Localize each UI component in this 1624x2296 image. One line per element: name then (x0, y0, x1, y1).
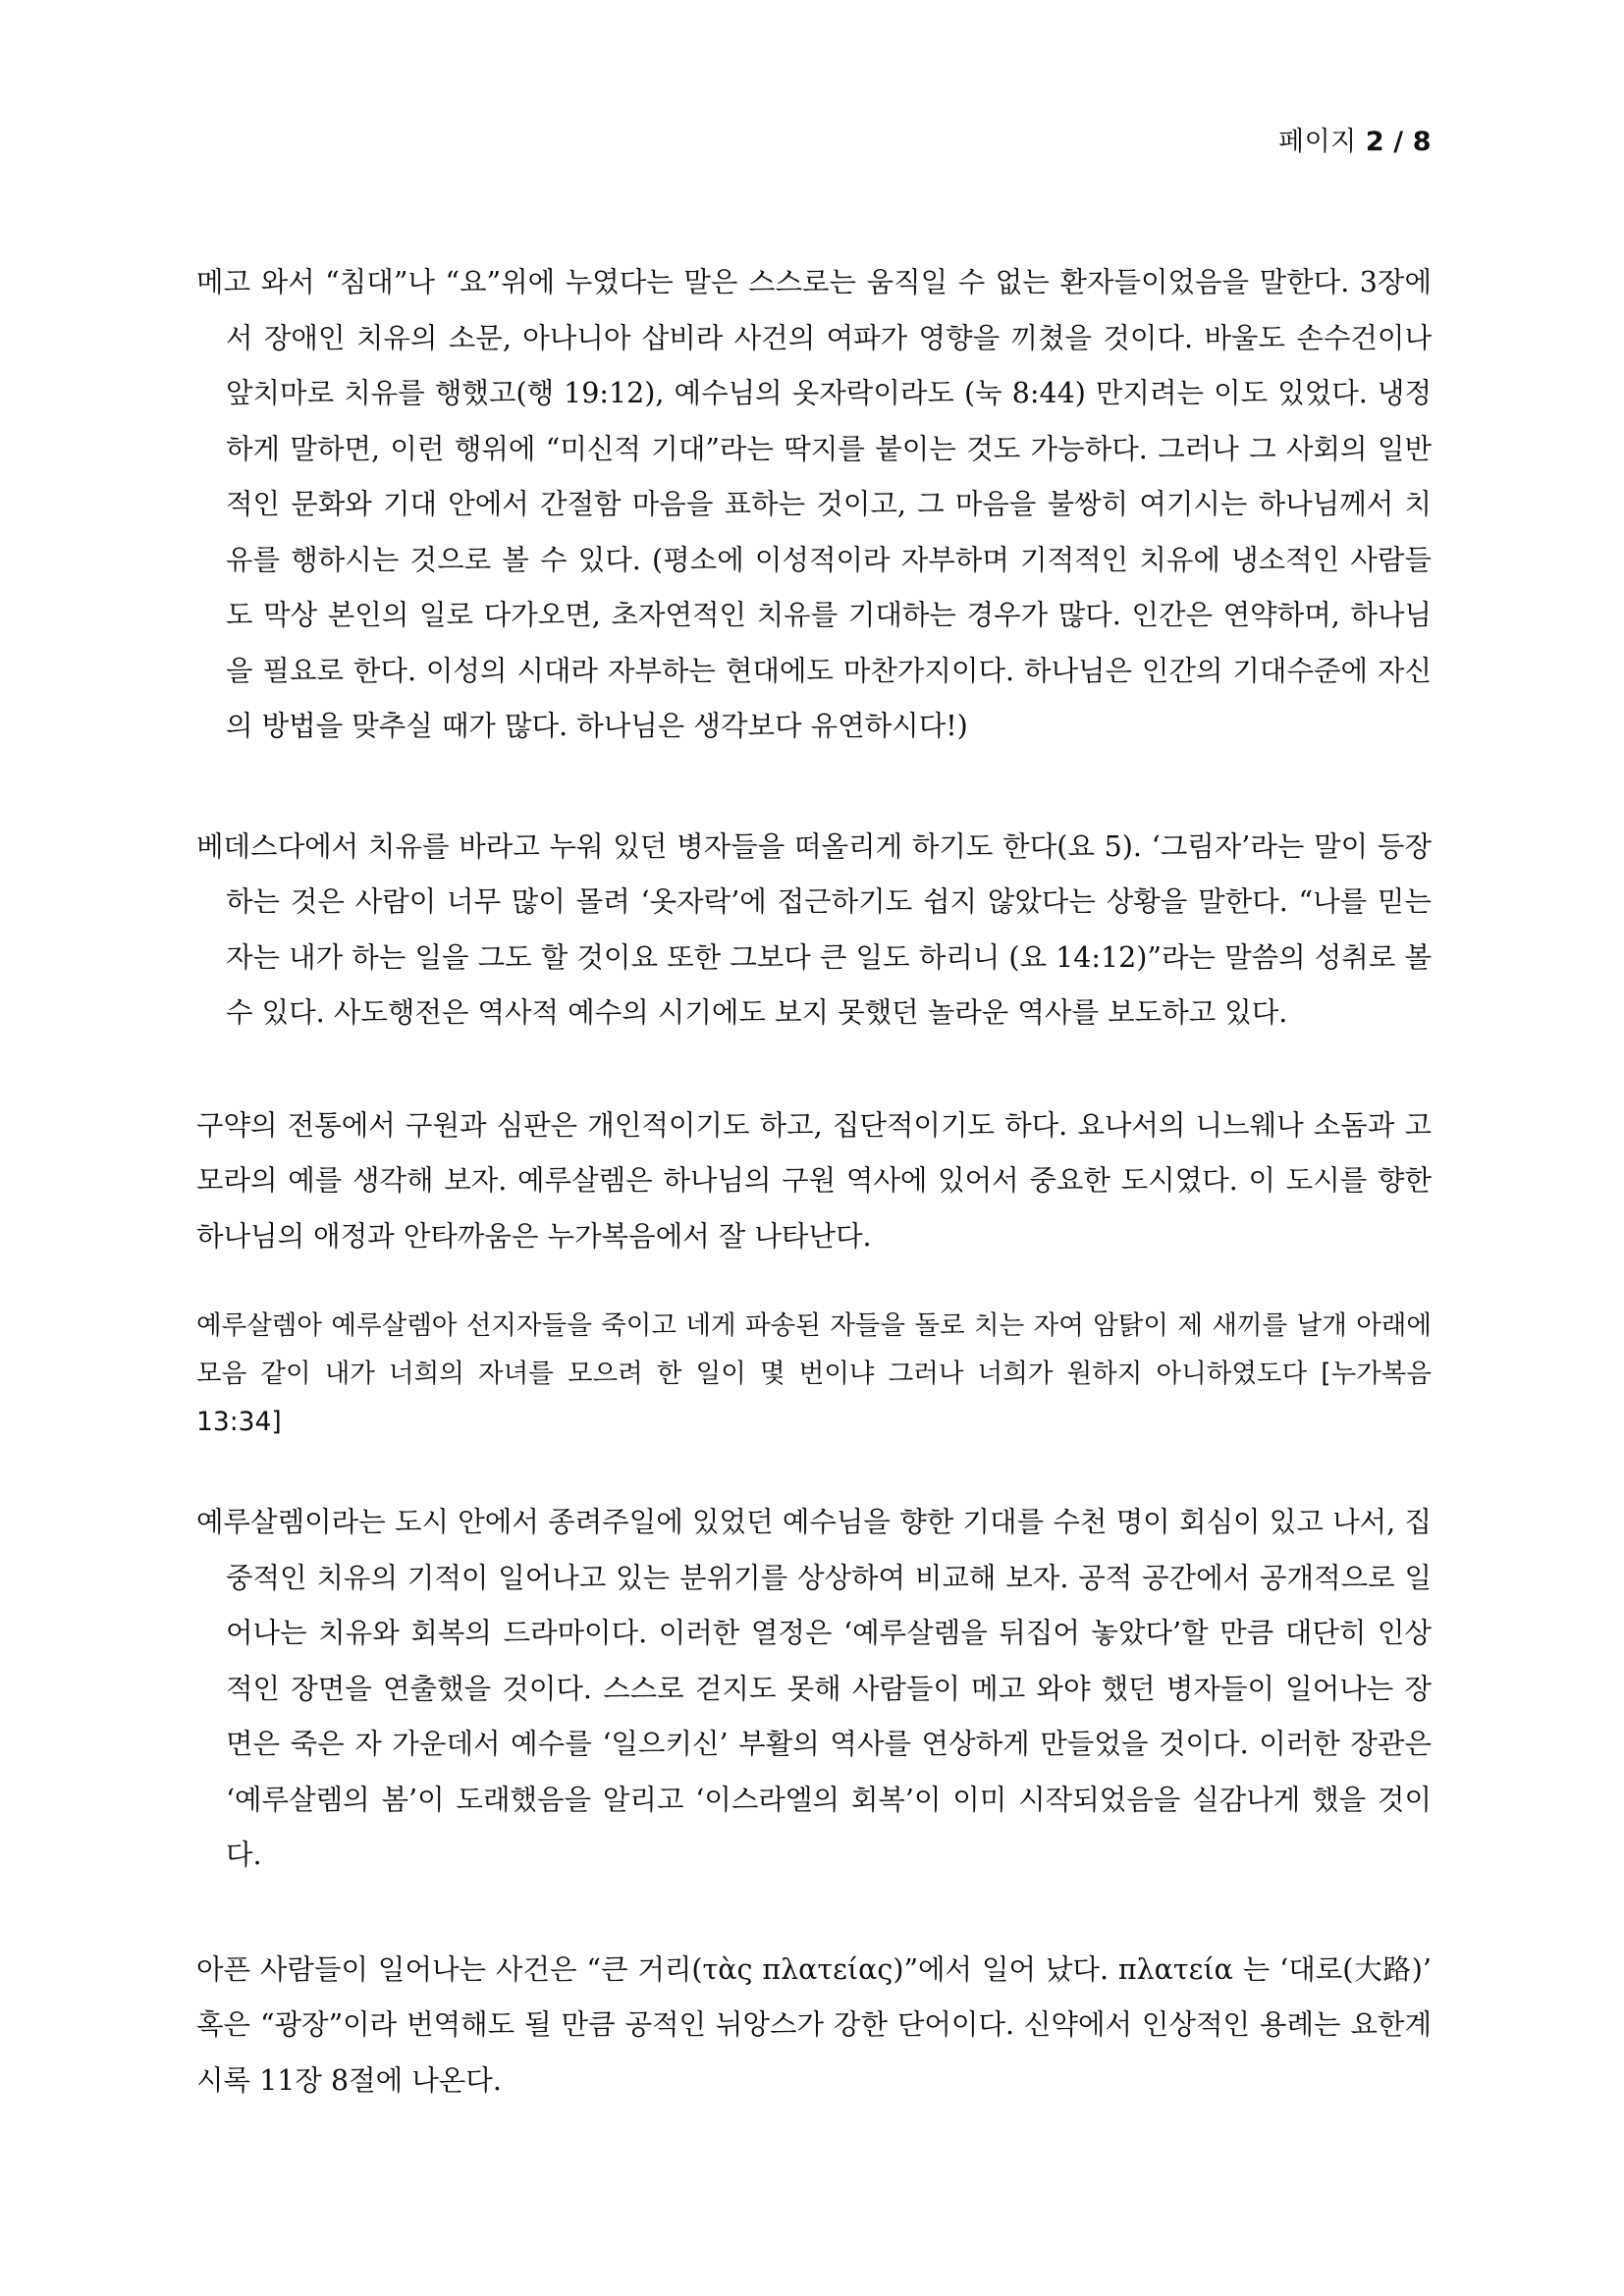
page-label: 페이지 (1278, 127, 1357, 157)
page-separator: / (1393, 127, 1404, 157)
paragraph-bethesda: 베데스다에서 치유를 바라고 누워 있던 병자들을 떠올리게 하기도 한다(요 5). ‘그림자’라는 말이 등장하는 것은 사람이 너무 많이 몰려 ‘옷자락’에 접근하기도 쉽지 않았다는 상황을 말한다. “나를 믿는 자는 내가 하는 일을 그도 할 것이요 또한 그보다 큰 일도 하리니 (요 14:12)”라는 말씀의 성취로 볼 수 있다. 사도행전은 역사적 예수의 시기에도 보지 못했던 놀라운 역사를 보도하고 있다. (196, 829, 1432, 1029)
document-body (196, 255, 1432, 2109)
paragraph-jerusalem-spring: 예루살렘이라는 도시 안에서 종려주일에 있었던 예수님을 향한 기대를 수천 명이 회심이 있고 나서, 집중적인 치유의 기적이 일어나고 있는 분위기를 상상하여 비교해 보자. 공적 공간에서 공개적으로 일어나는 치유와 회복의 드라마이다. 이러한 열정은 ‘예루살렘을 뒤집어 놓았다’할 만큼 대단히 인상적인 장면을 연출했을 것이다. 스스로 걷지도 못해 사람들이 메고 와야 했던 병자들이 일어나는 장면은 죽은 자 가운데서 예수를 ‘일으키신’ 부활의 역사를 연상하게 만들었을 것이다. 이러한 장관은 ‘예루살렘의 봄’이 도래했음을 알리고 ‘이스라엘의 회복’이 이미 시작되었음을 실감나게 했을 것이다. (196, 1506, 1432, 1871)
current-page-number: 2 (1365, 127, 1385, 157)
paragraph-healing-expectation: 메고 와서 “침대”나 “요”위에 누였다는 말은 스스로는 움직일 수 없는 환자들이었음을 말한다. 3장에서 장애인 치유의 소문, 아나니아 삽비라 사건의 여파가 영향을 끼쳤을 것이다. 바울도 손수건이나 앞치마로 치유를 행했고(행 19:12), 예수님의 옷자락이라도 (눅 8:44) 만지려는 이도 있었다. 냉정하게 말하면, 이런 행위에 “미신적 기대”라는 딱지를 붙이는 것도 가능하다. 그러나 그 사회의 일반적인 문화와 기대 안에서 간절함 마음을 표하는 것이고, 그 마음을 불쌍히 여기시는 하나님께서 치유를 행하시는 것으로 볼 수 있다. (평소에 이성적이라 자부하며 기적적인 치유에 냉소적인 사람들도 막상 본인의 일로 다가오면, 초자연적인 치유를 기대하는 경우가 많다. 인간은 연약하며, 하나님을 필요로 한다. 이성의 시대라 자부하는 현대에도 마찬가지이다. 하나님은 인간의 기대수준에 자신의 방법을 맞추실 때가 많다. 하나님은 생각보다 유연하시다!) (196, 266, 1432, 742)
paragraph-plateia: 아픈 사람들이 일어나는 사건은 “큰 거리(τὰς πλατείας)”에서 일어 났다. πλατεία 는 ‘대로(大路)’ 혹은 “광장”이라 번역해도 될 만큼 공적인 뉘앙스가 강한 단어이다. 신약에서 인상적인 용례는 요한계시록 11장 8절에 나온다. (196, 1952, 1432, 2097)
total-page-count: 8 (1412, 127, 1432, 157)
paragraph-old-testament-tradition: 구약의 전통에서 구원과 심판은 개인적이기도 하고, 집단적이기도 하다. 요나서의 니느웨나 소돔과 고모라의 예를 생각해 보자. 예루살렘은 하나님의 구원 역사에 있어서 중요한 도시였다. 이 도시를 향한 하나님의 애정과 안타까움은 누가복음에서 잘 나타난다. (196, 1108, 1432, 1253)
scripture-quote-luke: 예루살렘아 예루살렘아 선지자들을 죽이고 네게 파송된 자들을 돌로 치는 자여 암탉이 제 새끼를 날개 아래에 모음 같이 내가 너희의 자녀를 모으려 한 일이 몇 번이냐 그러나 너희가 원하지 아니하였도다 [누가복음 13:34] (196, 1310, 1432, 1437)
page-number-header (1278, 120, 1432, 158)
